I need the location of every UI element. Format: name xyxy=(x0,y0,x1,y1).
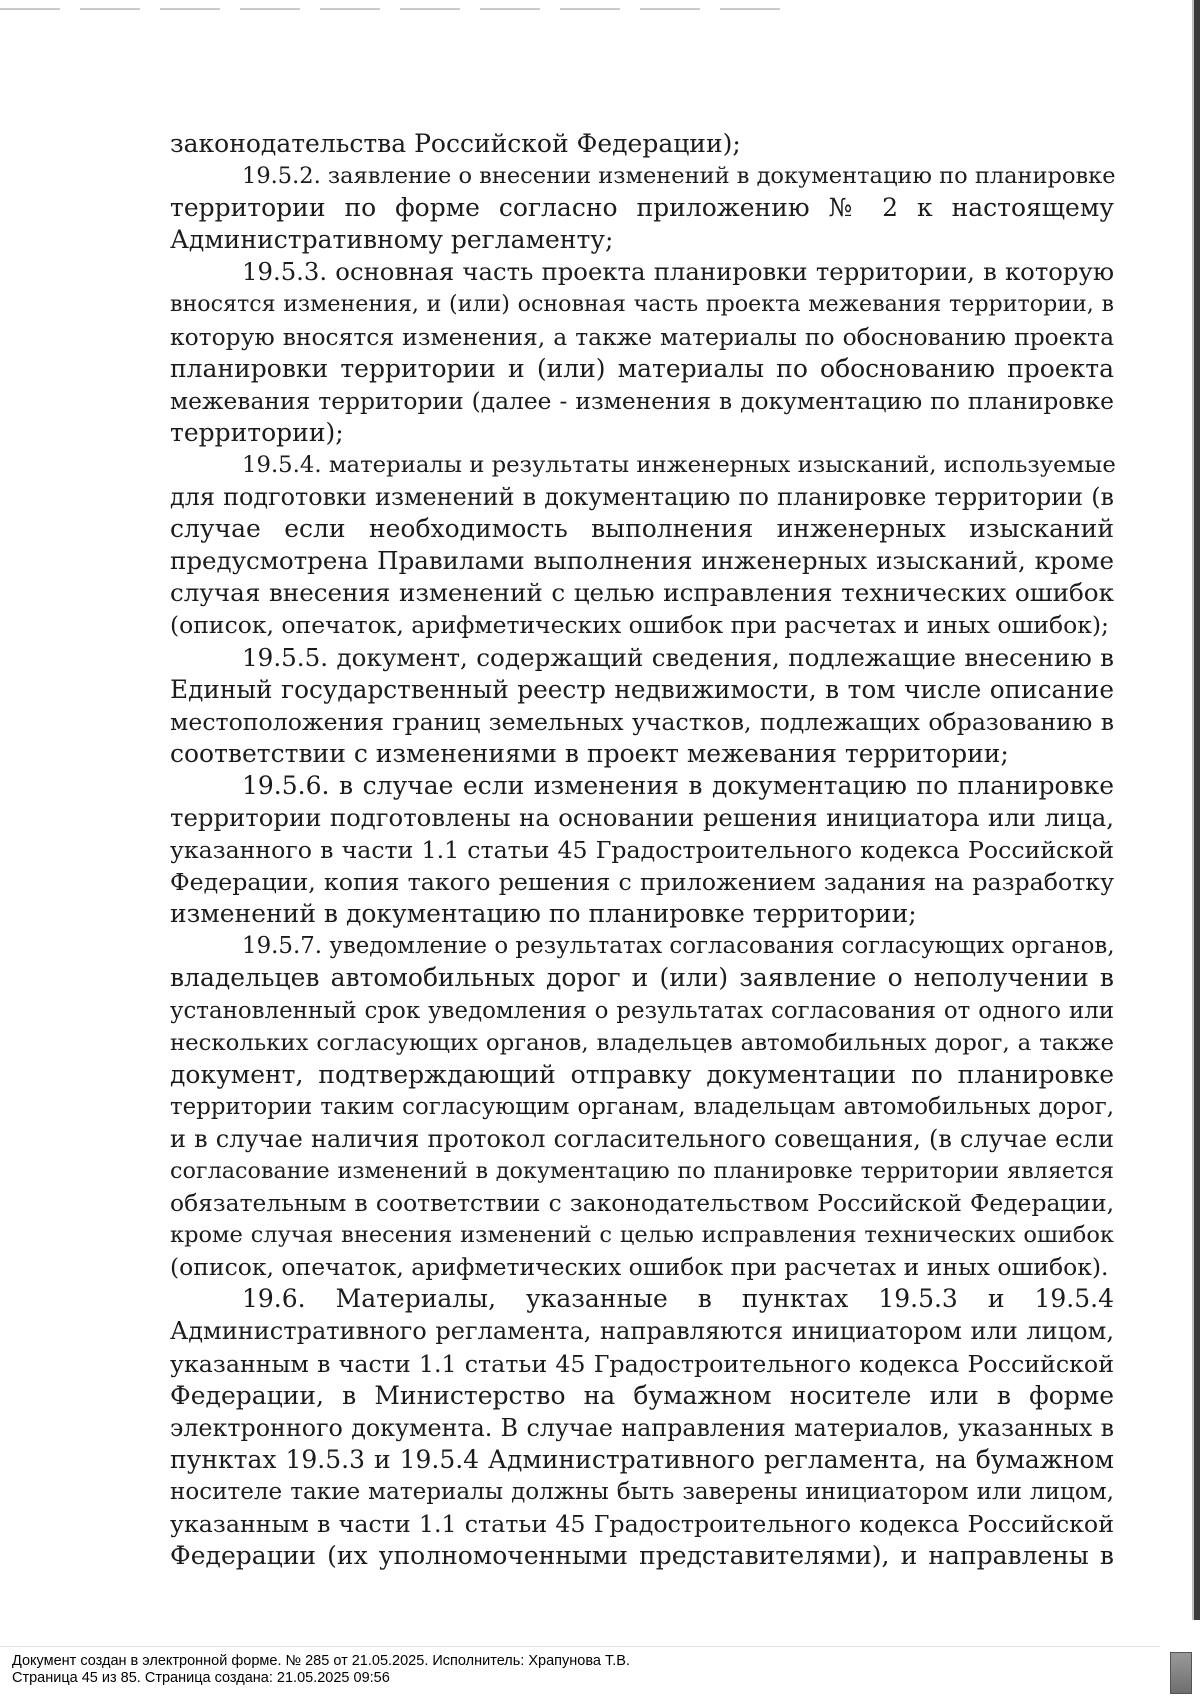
text-line: 19.5.7. уведомление о результатах согласования согласующих органов, xyxy=(242,933,1115,960)
footer-line-1: Документ создан в электронной форме. № 285 от 21.05.2025. Исполнитель: Храпунова Т.В. xyxy=(12,1653,630,1669)
text-line: документ, подтверждающий отправку документации по планировке xyxy=(170,1059,1114,1089)
text-line: законодательства Российской Федерации); xyxy=(170,129,741,158)
text-line: Административного регламента, направляются инициатором или лицом, xyxy=(170,1317,1114,1346)
document-body xyxy=(170,128,1114,1572)
text-line: местоположения границ земельных участков, подлежащих образованию в xyxy=(170,707,1114,736)
text-line: территории); xyxy=(170,417,344,447)
text-line: обязательным в соответствии с законодательством Российской Федерации, xyxy=(170,1189,1114,1218)
text-line: 19.6. Материалы, указанные в пунктах 19.5.3 и 19.5.4 xyxy=(242,1284,1114,1314)
footer-divider xyxy=(0,1646,1160,1647)
text-line: кроме случая внесения изменений с целью исправления технических ошибок xyxy=(170,1222,1114,1249)
text-line: пунктах 19.5.3 и 19.5.4 Административного регламента, на бумажном xyxy=(170,1444,1114,1474)
text-line: (описок, опечаток, арифметических ошибок при расчетах и иных ошибок); xyxy=(170,611,1109,640)
text-line: 19.5.3. основная часть проекта планировки территории, в которую xyxy=(242,257,1114,287)
text-line: случае если необходимость выполнения инженерных изысканий xyxy=(170,514,1114,544)
text-line: территории подготовлены на основании решения инициатора или лица, xyxy=(170,802,1114,832)
text-line: 19.5.5. документ, содержащий сведения, подлежащие внесению в xyxy=(242,642,1114,672)
text-line: 19.5.4. материалы и результаты инженерных изысканий, используемые xyxy=(242,451,1116,478)
text-line: территории по форме согласно приложению № 2 к настоящему xyxy=(170,193,1114,223)
scan-edge xyxy=(1194,0,1200,1620)
text-line: соответствии с изменениями в проект межевания территории; xyxy=(170,738,1009,768)
footer-line-2: Страница 45 из 85. Страница создана: 21.05.2025 09:56 xyxy=(12,1670,390,1686)
text-line: (описок, опечаток, арифметических ошибок при расчетах и иных ошибок). xyxy=(170,1253,1109,1282)
text-line: территории таким согласующим органам, владельцам автомобильных дорог, xyxy=(170,1093,1114,1120)
text-line: планировки территории и (или) материалы по обоснованию проекта xyxy=(170,353,1114,383)
text-line: владельцев автомобильных дорог и (или) заявление о неполучении в xyxy=(170,963,1114,993)
document-stamp-icon xyxy=(1170,1652,1192,1694)
text-line: и в случае наличия протокол согласительного совещания, (в случае если xyxy=(170,1124,1114,1153)
text-line: 19.5.2. заявление о внесении изменений в документацию по планировке xyxy=(242,163,1116,190)
text-line: предусмотрена Правилами выполнения инженерных изысканий, кроме xyxy=(170,546,1114,576)
text-line: установленный срок уведомления о результатах согласования от одного или xyxy=(170,997,1114,1024)
text-line: вносятся изменения, и (или) основная часть проекта межевания территории, в xyxy=(170,291,1114,318)
text-line: нескольких согласующих органов, владельцев автомобильных дорог, а также xyxy=(170,1029,1114,1056)
text-line: Федерации (их уполномоченными представителями), и направлены в xyxy=(170,1541,1114,1571)
text-line: случая внесения изменений с целью исправления технических ошибок xyxy=(170,578,1114,608)
text-line: которую вносятся изменения, а также материалы по обоснованию проекта xyxy=(170,322,1114,351)
document-footer xyxy=(12,1653,630,1687)
text-line: согласование изменений в документацию по планировке территории является xyxy=(170,1158,1114,1184)
scan-top-artifact xyxy=(0,8,800,10)
text-line: электронного документа. В случае направления материалов, указанных в xyxy=(170,1413,1114,1442)
text-line: носителе такие материалы должны быть заверены инициатором или лицом, xyxy=(170,1478,1114,1505)
text-line: изменений в документацию по планировке территории; xyxy=(170,899,917,929)
text-line: межевания территории (далее - изменения в документацию по планировке xyxy=(170,386,1114,415)
text-line: Единый государственный реестр недвижимости, в том числе описание xyxy=(170,674,1114,704)
text-line: Административному регламенту; xyxy=(170,225,614,255)
text-line: указанным в части 1.1 статьи 45 Градостроительного кодекса Российской xyxy=(170,1510,1114,1539)
text-line: для подготовки изменений в документацию по планировке территории (в xyxy=(170,483,1114,512)
text-line: указанным в части 1.1 статьи 45 Градостроительного кодекса Российской xyxy=(170,1349,1114,1378)
text-line: указанного в части 1.1 статьи 45 Градостроительного кодекса Российской xyxy=(170,836,1114,865)
text-line: Федерации, в Министерство на бумажном носителе или в форме xyxy=(170,1380,1114,1410)
text-line: 19.5.6. в случае если изменения в документацию по планировке xyxy=(242,770,1114,800)
text-line: Федерации, копия такого решения с приложением задания на разработку xyxy=(170,868,1114,897)
